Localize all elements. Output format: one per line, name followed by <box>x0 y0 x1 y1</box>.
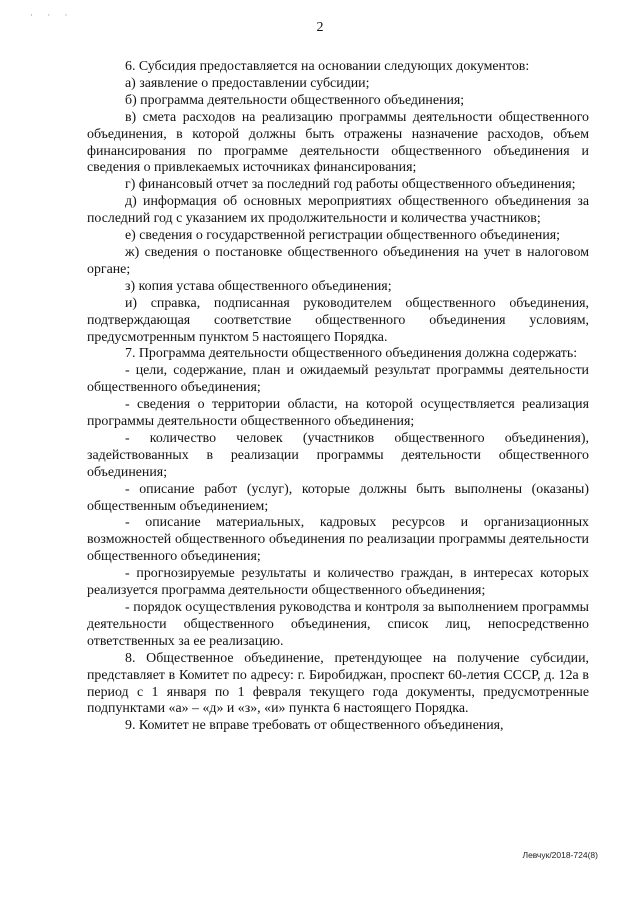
document-body <box>87 59 589 735</box>
bullet-territory: - сведения о территории области, на которой осуществляется реализация программы деятельности общественного объединения; <box>87 397 589 430</box>
list-item-a: а) заявление о предоставлении субсидии; <box>125 75 370 91</box>
list-item-i: и) справка, подписанная руководителем общественного объединения, подтверждающая соответствие общественного объединения условиям, предусмотренным пунктом 5 настоящего Порядка. <box>87 295 589 345</box>
paragraph-7-intro: 7. Программа деятельности общественного объединения должна содержать: <box>125 346 578 362</box>
list-item-g: г) финансовый отчет за последний год работы общественного объединения; <box>125 177 576 193</box>
document-code: Левчук/2018-724(8) <box>522 850 598 860</box>
bullet-works: - описание работ (услуг), которые должны быть выполнены (оказаны) общественным объединением; <box>87 481 589 514</box>
paragraph-6-intro: 6. Субсидия предоставляется на основании следующих документов: <box>125 59 530 74</box>
list-item-e: е) сведения о государственной регистрации общественного объединения; <box>125 228 560 244</box>
bullet-results: - прогнозируемые результаты и количество граждан, в интересах которых реализуется программа деятельности общественного объединения; <box>87 566 589 599</box>
list-item-v: в) смета расходов на реализацию программы деятельности общественного объединения, в которой должны быть отражены назначение расходов, объем финансирования по программе деятельности общественного объединения и сведения о привлекаемых источниках финансирования; <box>87 109 589 176</box>
scan-specks: · · · <box>30 10 74 20</box>
list-item-zh: ж) сведения о постановке общественного объединения на учет в налоговом органе; <box>87 244 589 277</box>
bullet-participants: - количество человек (участников общественного объединения), задействованных в реализации программы деятельности общественного объединения; <box>87 430 589 480</box>
bullet-goals: - цели, содержание, план и ожидаемый результат программы деятельности общественного объединения; <box>87 363 589 396</box>
bullet-resources: - описание материальных, кадровых ресурсов и организационных возможностей общественного объединения по реализации программы деятельности общественного объединения; <box>87 515 589 565</box>
list-item-d: д) информация об основных мероприятиях общественного объединения за последний год с указанием их продолжительности и количества участников; <box>87 194 589 227</box>
paragraph-9: 9. Комитет не вправе требовать от общественного объединения, <box>125 718 504 734</box>
list-item-b: б) программа деятельности общественного объединения; <box>125 92 465 108</box>
page-number: 2 <box>316 20 324 35</box>
list-item-z: з) копия устава общественного объединения; <box>125 278 392 294</box>
bullet-control: - порядок осуществления руководства и контроля за выполнением программы деятельности общественного объединения, список лиц, непосредственно ответственных за ее реализацию. <box>87 600 589 649</box>
paragraph-8: 8. Общественное объединение, претендующее на получение субсидии, представляет в Комитет по адресу: г. Биробиджан, проспект 60-летия СССР, д. 12а в период с 1 января по 1 февраля текущего года документы, предусмотренные подпунктами «а» – «д» и «з», «и» пункта 6 настоящего Порядка. <box>87 650 589 717</box>
